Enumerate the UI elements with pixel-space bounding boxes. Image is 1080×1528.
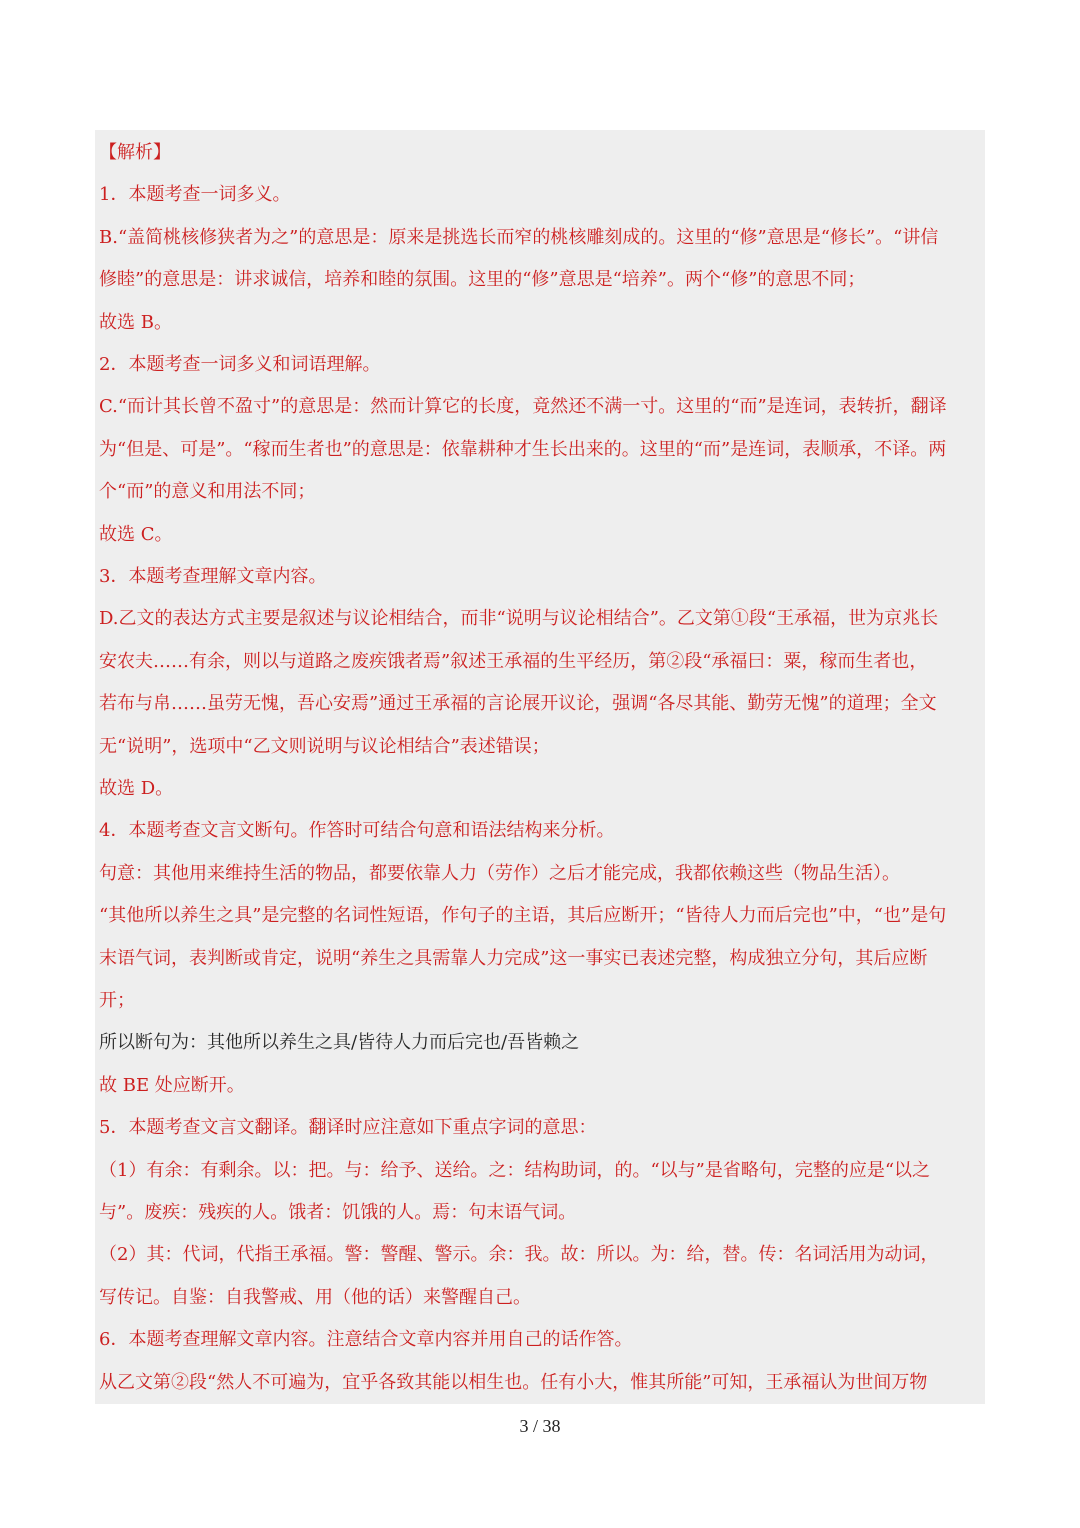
analysis-heading: 【解析】 — [99, 142, 171, 163]
analysis-line: 若布与帛……虽劳无愧，吾心安焉”通过王承福的言论展开议论，强调“各尽其能、勤劳无愧”的道理；全文 — [99, 693, 937, 715]
analysis-line: 个“而”的意义和用法不同； — [99, 481, 316, 503]
analysis-line: 末语气词，表判断或肯定，说明“养生之具需靠人力完成”这一事实已表述完整，构成独立分句，其后应断 — [99, 947, 928, 969]
analysis-line: 写传记。自鉴：自我警戒、用（他的话）来警醒自己。 — [99, 1286, 531, 1308]
analysis-line: （1）有余：有剩余。以：把。与：给予、送给。之：结构助词，的。“以与”是省略句，完整的应是“以之 — [99, 1159, 931, 1181]
analysis-line: D.乙文的表达方式主要是叙述与议论相结合，而非“说明与议论相结合”。乙文第①段“王承福，世为京兆长 — [99, 608, 939, 630]
analysis-line: 为“但是、可是”。“稼而生者也”的意思是：依靠耕种才生长出来的。这里的“而”是连词，表顺承，不译。两 — [99, 438, 947, 460]
analysis-line: 安农夫……有余，则以与道路之废疾饿者焉”叙述王承福的生平经历，第②段“承福曰：粟，稼而生者也， — [99, 650, 928, 672]
analysis-line: 6．本题考查理解文章内容。注意结合文章内容并用自己的话作答。 — [99, 1329, 633, 1351]
analysis-line: 无“说明”，选项中“乙文则说明与议论相结合”表述错误； — [99, 735, 550, 757]
analysis-line: 4．本题考查文言文断句。作答时可结合句意和语法结构来分析。 — [99, 820, 615, 842]
analysis-line: 2．本题考查一词多义和词语理解。 — [99, 354, 381, 375]
analysis-line: 故选 B。 — [99, 311, 172, 333]
analysis-line: 故 BE 处应断开。 — [99, 1074, 245, 1096]
analysis-line: B.“盖简桃核修狭者为之”的意思是：原来是挑选长而窄的桃核雕刻成的。这里的“修”意思是“修长”。“讲信 — [99, 226, 939, 248]
analysis-line: 修睦”的意思是：讲求诚信，培养和睦的氛围。这里的“修”意思是“培养”。两个“修”的意思不同； — [99, 269, 866, 291]
analysis-line: 从乙文第②段“然人不可遍为，宜乎各致其能以相生也。任有小大，惟其所能”可知，王承福认为世间万物 — [99, 1371, 928, 1393]
analysis-panel — [95, 130, 985, 1404]
analysis-line: 句意：其他用来维持生活的物品，都要依靠人力（劳作）之后才能完成，我都依赖这些（物品生活）。 — [99, 862, 900, 884]
analysis-line: 5．本题考查文言文翻译。翻译时应注意如下重点字词的意思： — [99, 1117, 597, 1139]
analysis-line: 故选 C。 — [99, 523, 173, 545]
analysis-line: （2）其：代词，代指王承福。警：警醒、警示。余：我。故：所以。为：给，替。传：名词活用为动词， — [99, 1244, 939, 1266]
analysis-line: “其他所以养生之具”是完整的名词性短语，作句子的主语，其后应断开；“皆待人力而后完也”中，“也”是句 — [99, 905, 947, 927]
analysis-line: 与”。废疾：残疾的人。饿者：饥饿的人。焉：句末语气词。 — [99, 1202, 577, 1223]
analysis-line: 1．本题考查一词多义。 — [99, 184, 291, 206]
analysis-line: C.“而计其长曾不盈寸”的意思是：然而计算它的长度，竟然还不满一寸。这里的“而”是连词，表转折，翻译 — [99, 396, 947, 418]
analysis-line: 开； — [99, 990, 135, 1011]
analysis-line: 所以断句为：其他所以养生之具/皆待人力而后完也/吾皆赖之 — [99, 1032, 580, 1054]
analysis-line: 故选 D。 — [99, 778, 174, 799]
page-number: 3 / 38 — [519, 1416, 561, 1436]
analysis-line: 3．本题考查理解文章内容。 — [99, 566, 327, 587]
